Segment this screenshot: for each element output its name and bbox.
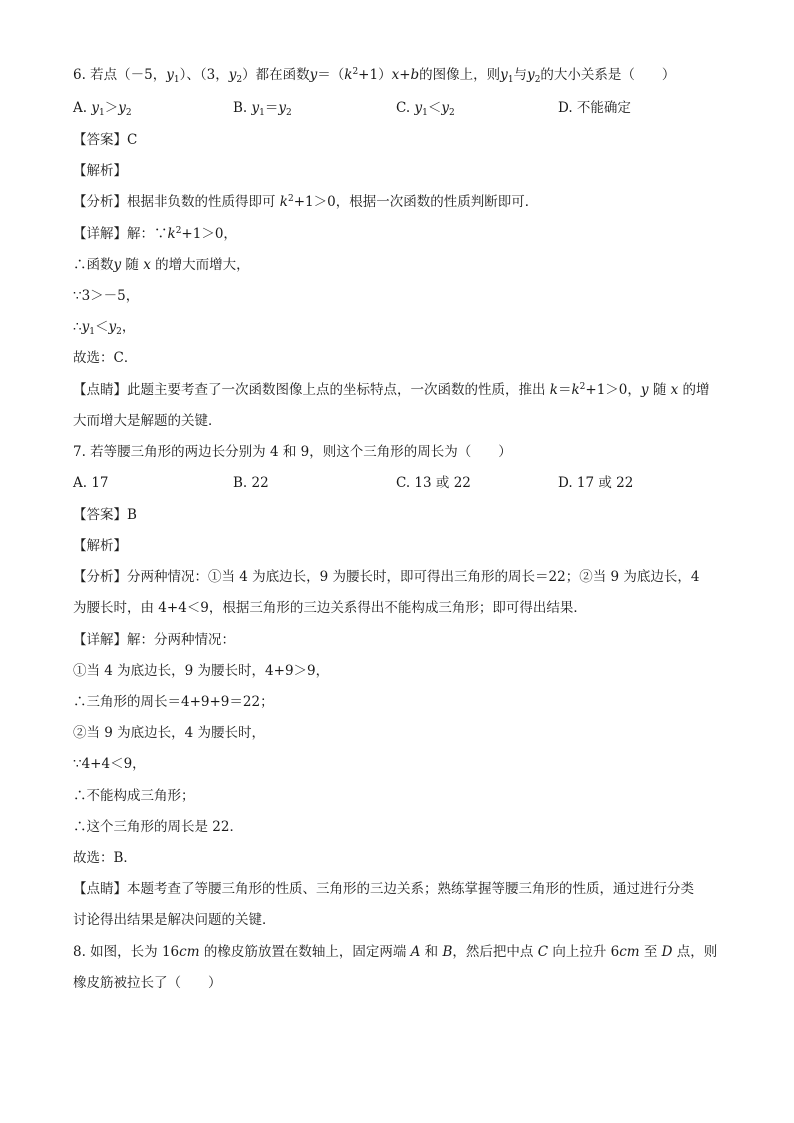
q7-option-d: D. 17 或 22 xyxy=(558,475,634,491)
q7-xiangjie-2: ①当 4 为底边长，9 为腰长时，4+9＞9， xyxy=(73,663,330,679)
q6-stem: 6. 若点（－5，$y_1$）、（3，$y_2$）都在函数$y=(k^2+1)x+b$的图像上，则$y_1$与$y_2$的大小关系是（ ） xyxy=(73,67,676,85)
q6-dianjing-1: 【点睛】此题主要考查了一次函数图像上点的坐标特点，一次函数的性质，推出 $k=k^2+1>0$，y 随 x 的增 xyxy=(73,382,710,398)
q7-xiangjie-1: 【详解】解：分两种情况： xyxy=(73,632,235,648)
q6-xiangjie-3: ∵3＞－5， xyxy=(73,288,140,304)
q7-dianjing-2: 讨论得出结果是解决问题的关键． xyxy=(73,912,276,928)
q7-dianjing-1: 【点睛】本题考查了等腰三角形的性质、三角形的三边关系；熟练掌握等腰三角形的性质，通过进行分类 xyxy=(73,881,694,897)
q6-xiangjie-4: $\therefore y_1<y_2$， xyxy=(73,319,136,337)
q7-xiangjie-4: ②当 9 为底边长，4 为腰长时， xyxy=(73,725,266,741)
q6-xiangjie-5: 故选：C． xyxy=(73,350,138,366)
q7-stem: 7. 若等腰三角形的两边长分别为 4 和 9，则这个三角形的周长为（ ） xyxy=(73,444,512,460)
q7-xiangjie-5: ∵4+4＜9， xyxy=(73,756,146,772)
q7-xiangjie-8: 故选：B． xyxy=(73,850,137,866)
q7-xiangjie-3: ∴三角形的周长＝4+9+9＝22； xyxy=(73,694,274,710)
q7-option-a: A. 17 xyxy=(73,475,109,491)
q6-xiangjie-1: 【详解】解：$\because k^2+1>0$， xyxy=(73,226,237,242)
q8-stem-2: 橡皮筋被拉长了（ ） xyxy=(73,975,222,991)
q6-option-c: C. $y_1<y_2$ xyxy=(396,100,455,118)
q6-option-d: D. 不能确定 xyxy=(558,100,631,116)
q7-fenxi-1: 【分析】分两种情况：①当 4 为底边长，9 为腰长时，即可得出三角形的周长＝22；②当 9 为底边长，4 xyxy=(73,569,700,585)
q6-answer: 【答案】C xyxy=(73,132,138,148)
q6-fenxi: 【分析】根据非负数的性质得即可 $k^2+1>0$，根据一次函数的性质判断即可． xyxy=(73,194,539,210)
q7-answer: 【答案】B xyxy=(73,507,137,523)
q7-analysis-label: 【解析】 xyxy=(73,538,127,554)
q7-xiangjie-7: ∴这个三角形的周长是 22． xyxy=(73,819,243,835)
q6-analysis-label: 【解析】 xyxy=(73,163,127,179)
q7-option-c: C. 13 或 22 xyxy=(396,475,471,491)
q6-dianjing-2: 大而增大是解题的关键． xyxy=(73,413,222,429)
q6-option-b: B. $y_1=y_2$ xyxy=(233,100,292,118)
q7-fenxi-2: 为腰长时，由 4+4＜9，根据三角形的三边关系得出不能构成三角形；即可得出结果． xyxy=(73,600,587,616)
q7-xiangjie-6: ∴不能构成三角形； xyxy=(73,788,195,804)
q7-option-b: B. 22 xyxy=(233,475,269,491)
q6-xiangjie-2: ∴函数y 随 x 的增大而增大， xyxy=(73,257,250,273)
q8-stem-1: 8. 如图，长为 16cm 的橡皮筋放置在数轴上，固定两端 A 和 B，然后把中点 C 向上拉升 6cm 至 D 点，则 xyxy=(73,944,718,960)
q6-option-a: A. $y_1>y_2$ xyxy=(73,100,132,118)
